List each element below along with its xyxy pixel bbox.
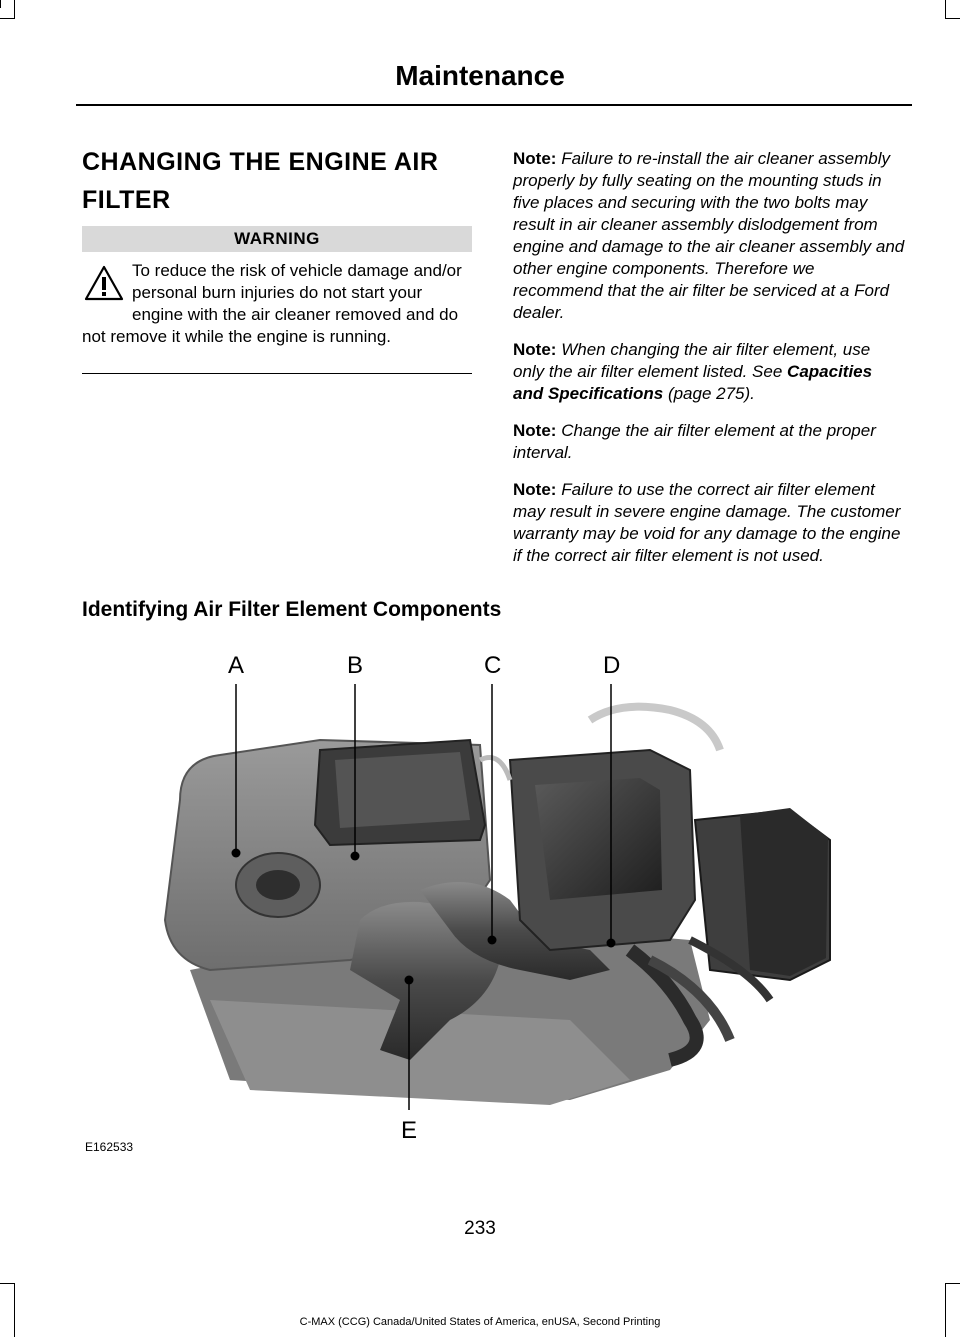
subsection-heading: Identifying Air Filter Element Components (82, 598, 502, 621)
note-label: Note: (513, 421, 557, 440)
crop-mark (14, 0, 15, 18)
cross-reference-link[interactable]: Capacities and Specifications (513, 362, 873, 403)
note-text: Change the air filter element at the proper interval. (513, 421, 876, 462)
note-text: When changing the air filter element, use only the air filter element listed. See (513, 340, 871, 381)
crop-mark (945, 0, 946, 18)
engine-drawing (150, 640, 850, 1120)
note-2 (513, 339, 905, 405)
notes-column (513, 148, 905, 582)
crop-mark (14, 1283, 15, 1337)
warning-text: To reduce the risk of vehicle damage and/or personal burn injuries do not start your engine with the air cleaner removed and do not remove it while the engine is running. (82, 261, 462, 346)
note-label: Note: (513, 149, 557, 168)
footer-text: C-MAX (CCG) Canada/United States of America, enUSA, Second Printing (299, 1316, 661, 1328)
callout-label-d: D (603, 652, 621, 679)
page-number: 233 (464, 1218, 496, 1239)
section-title: CHANGING THE ENGINE AIR FILTER (82, 148, 439, 214)
crop-mark (945, 1283, 960, 1284)
note-label: Note: (513, 340, 557, 359)
warning-body (82, 260, 474, 348)
header-divider (76, 104, 912, 106)
note-3 (513, 420, 905, 464)
crop-mark (945, 1283, 946, 1337)
crop-mark (0, 1283, 15, 1284)
engine-illustration (150, 640, 850, 1144)
callout-label-e: E (401, 1117, 418, 1144)
page-header-title: Maintenance (395, 60, 565, 91)
note-4 (513, 479, 905, 567)
cross-reference-page: (page 275). (667, 384, 755, 403)
note-text: Failure to re-install the air cleaner assembly properly by fully seating on the mounting studs in five places and securing with the two bolts may result in air cleaner assembly dislodgement from engine and damage to the air cleaner assembly and other engine components. Therefore we recommend that the air filter be serviced at a Ford dealer. (513, 149, 905, 322)
callout-label-a: A (228, 652, 245, 679)
note-1 (513, 148, 905, 324)
note-label: Note: (513, 480, 557, 499)
warning-divider (82, 373, 472, 374)
crop-mark (0, 18, 15, 19)
crop-mark (0, 0, 1, 8)
callout-label-c: C (484, 652, 502, 679)
figure-id: E162533 (85, 1140, 134, 1154)
crop-mark (945, 18, 960, 19)
warning-label: WARNING (82, 226, 472, 252)
callout-label-b: B (347, 652, 364, 679)
note-text: Failure to use the correct air filter element may result in severe engine damage. The customer warranty may be void for any damage to the engine if the correct air filter element is not used. (513, 480, 901, 565)
